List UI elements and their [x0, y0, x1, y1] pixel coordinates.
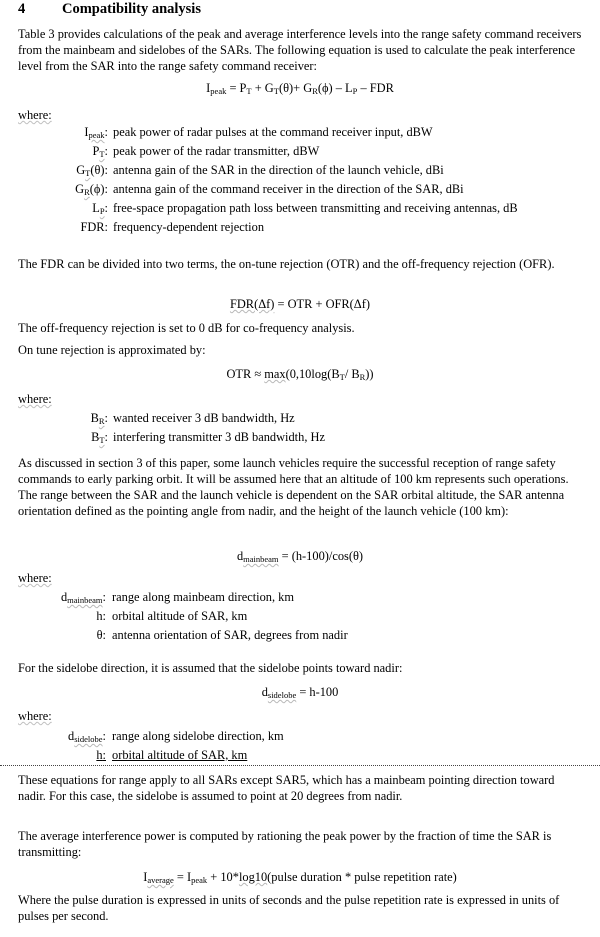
eq-token: – FDR — [357, 81, 394, 95]
definition-description: orbital altitude of SAR, km — [112, 748, 248, 762]
symbol-subscript: T — [99, 149, 105, 159]
eq-subscript: peak — [191, 875, 208, 885]
paragraph-units: Where the pulse duration is expressed in units of seconds and the pulse repetition rate is expressed in units of pulses per second. — [18, 893, 560, 923]
definition-symbol — [0, 200, 108, 219]
symbol-tail: : — [104, 430, 108, 444]
definition-symbol — [0, 219, 108, 235]
eq-token: )) — [365, 367, 374, 381]
equation-mainbeam-range — [0, 548, 600, 567]
eq-token: (0,10log(B — [285, 367, 340, 381]
definition-description: antenna gain of the command receiver in the direction of the SAR, dBi — [113, 182, 464, 196]
definition-description: free-space propagation path loss between transmitting and receiving antennas, dB — [113, 201, 518, 215]
eq-token: (ϕ) – L — [317, 81, 353, 95]
where-label: where: — [18, 709, 52, 723]
symbol-base: FDR — [80, 220, 105, 234]
eq-subscript: R — [359, 372, 366, 382]
equation-sidelobe-range — [0, 684, 600, 703]
symbol-tail: : — [102, 628, 106, 642]
symbol-tail: (θ): — [90, 163, 108, 177]
symbol-base: d — [68, 729, 75, 743]
symbol-tail: : — [104, 125, 108, 139]
symbol-tail: : — [104, 220, 108, 234]
eq-token: d — [261, 685, 268, 699]
definition-symbol — [0, 608, 106, 624]
definition-symbol — [0, 181, 108, 200]
symbol-base: h — [96, 748, 103, 762]
symbol-subscript: sidelobe — [74, 734, 103, 744]
paragraph-ofr: The off-frequency rejection is set to 0 dB for co-frequency analysis. — [18, 321, 355, 335]
symbol-tail: : — [102, 729, 106, 743]
eq-subscript: T — [273, 86, 279, 96]
eq-subscript: R — [312, 86, 318, 96]
eq-token: = (h-100)/cos(θ) — [278, 549, 364, 563]
definition-description: frequency-dependent rejection — [113, 220, 265, 234]
equation-peak-interference — [0, 80, 600, 99]
eq-token: = I — [173, 870, 192, 884]
definition-description: peak power of radar pulses at the command receiver input, dBW — [113, 125, 433, 139]
equation-otr — [0, 366, 600, 385]
paragraph-launch-vehicles: As discussed in section 3 of this paper, some launch vehicles require the successful reception of range safety commands to early parking orbit. It will be assumed here that an altitude of 100 km represents such operations. The range between the SAR and the launch vehicle is dependent on the SAR orbital altitude, the SAR antenna orientation defined as the pointing angle from nadir, and the height of the launch vehicle (100 km): — [18, 456, 569, 518]
section-title: Compatibility analysis — [62, 1, 201, 17]
definition-symbol — [0, 124, 108, 143]
eq-token: = h-100 — [296, 685, 339, 699]
symbol-base: L — [92, 201, 100, 215]
symbol-base: G — [75, 182, 85, 196]
paragraph-average-power: The average interference power is computed by rationing the peak power by the fraction of time the SAR is transmitting: — [18, 829, 552, 859]
where-label: where: — [18, 571, 52, 585]
definition-symbol — [0, 162, 108, 181]
eq-token: + 10* — [207, 870, 239, 884]
symbol-subscript: mainbeam — [67, 595, 103, 605]
symbol-base: B — [91, 430, 100, 444]
definition-description: range along mainbeam direction, km — [112, 590, 295, 604]
definition-symbol — [0, 627, 106, 643]
symbol-base: P — [92, 144, 100, 158]
eq-token: = OTR + OFR(Δf) — [274, 297, 371, 311]
where-label: where: — [18, 108, 52, 122]
paragraph-intro: Table 3 provides calculations of the peak and average interference levels into the range safety command receivers from the mainbeam and sidelobes of the SARs. The following equation is used to calculate the peak interference level from the SAR into the range safety command receiver: — [18, 27, 582, 73]
definition-description: wanted receiver 3 dB bandwidth, Hz — [113, 411, 295, 425]
eq-token: log10 — [238, 870, 268, 884]
paragraph-sidelobe: For the sidelobe direction, it is assumed that the sidelobe points toward nadir: — [18, 661, 403, 675]
symbol-subscript: T — [99, 435, 105, 445]
equation-fdr — [0, 296, 600, 312]
symbol-tail: : — [102, 609, 106, 623]
eq-token: (θ)+ G — [278, 81, 313, 95]
section-number: 4 — [18, 1, 26, 17]
definition-symbol — [0, 410, 108, 429]
definition-description: antenna orientation of SAR, degrees from nadir — [112, 628, 348, 642]
symbol-tail: : — [104, 411, 108, 425]
eq-subscript: T — [339, 372, 345, 382]
symbol-subscript: R — [84, 187, 90, 197]
equation-average-interference — [0, 869, 600, 888]
eq-token: / B — [344, 367, 360, 381]
eq-token: (pulse duration * pulse repetition rate) — [267, 870, 457, 884]
paragraph-fdr: The FDR can be divided into two terms, the on-tune rejection (OTR) and the off-frequency rejection (OFR). — [18, 257, 555, 271]
definition-symbol — [0, 589, 106, 608]
paragraph-sar5: These equations for range apply to all SARs except SAR5, which has a mainbeam pointing direction toward nadir. For this case, the sidelobe is assumed to point at 20 degrees from nadir. — [18, 773, 555, 803]
symbol-subscript: P — [99, 206, 105, 216]
eq-token: I — [143, 870, 148, 884]
definition-description: interfering transmitter 3 dB bandwidth, Hz — [113, 430, 325, 444]
eq-subscript: sidelobe — [267, 690, 297, 700]
eq-token: OTR ≈ — [226, 367, 265, 381]
symbol-base: h — [96, 609, 103, 623]
section-divider — [0, 765, 600, 766]
symbol-tail: : — [102, 590, 106, 604]
eq-token: max — [264, 367, 286, 381]
symbol-subscript: R — [98, 416, 105, 426]
symbol-base: θ — [96, 628, 103, 642]
eq-token: = P — [226, 81, 247, 95]
eq-subscript: peak — [210, 86, 227, 96]
paragraph-otr: On tune rejection is approximated by: — [18, 343, 206, 357]
eq-token: d — [236, 549, 244, 563]
eq-subscript: T — [246, 86, 252, 96]
symbol-tail: : — [102, 748, 106, 762]
eq-subscript: P — [352, 86, 358, 96]
symbol-subscript: T — [85, 168, 91, 178]
symbol-base: I — [84, 125, 89, 139]
definition-description: antenna gain of the SAR in the direction of the launch vehicle, dBi — [113, 163, 444, 177]
symbol-tail: (ϕ): — [89, 182, 108, 196]
eq-token: + G — [251, 81, 274, 95]
eq-token: I — [206, 81, 211, 95]
symbol-base: d — [60, 590, 68, 604]
definition-symbol — [0, 429, 108, 448]
definition-symbol — [0, 747, 106, 763]
symbol-base: B — [90, 411, 99, 425]
eq-subscript: mainbeam — [243, 554, 279, 564]
where-label: where: — [18, 392, 52, 406]
symbol-base: G — [76, 163, 86, 177]
symbol-tail: : — [104, 144, 108, 158]
definition-symbol — [0, 143, 108, 162]
symbol-subscript: peak — [88, 130, 105, 140]
section-heading — [18, 1, 201, 17]
definition-symbol — [0, 728, 106, 747]
symbol-tail: : — [104, 201, 108, 215]
definition-description: peak power of the radar transmitter, dBW — [113, 144, 320, 158]
definition-description: range along sidelobe direction, km — [112, 729, 284, 743]
definition-description: orbital altitude of SAR, km — [112, 609, 248, 623]
eq-subscript: average — [147, 875, 174, 885]
eq-token: FDR(Δf) — [229, 297, 275, 311]
